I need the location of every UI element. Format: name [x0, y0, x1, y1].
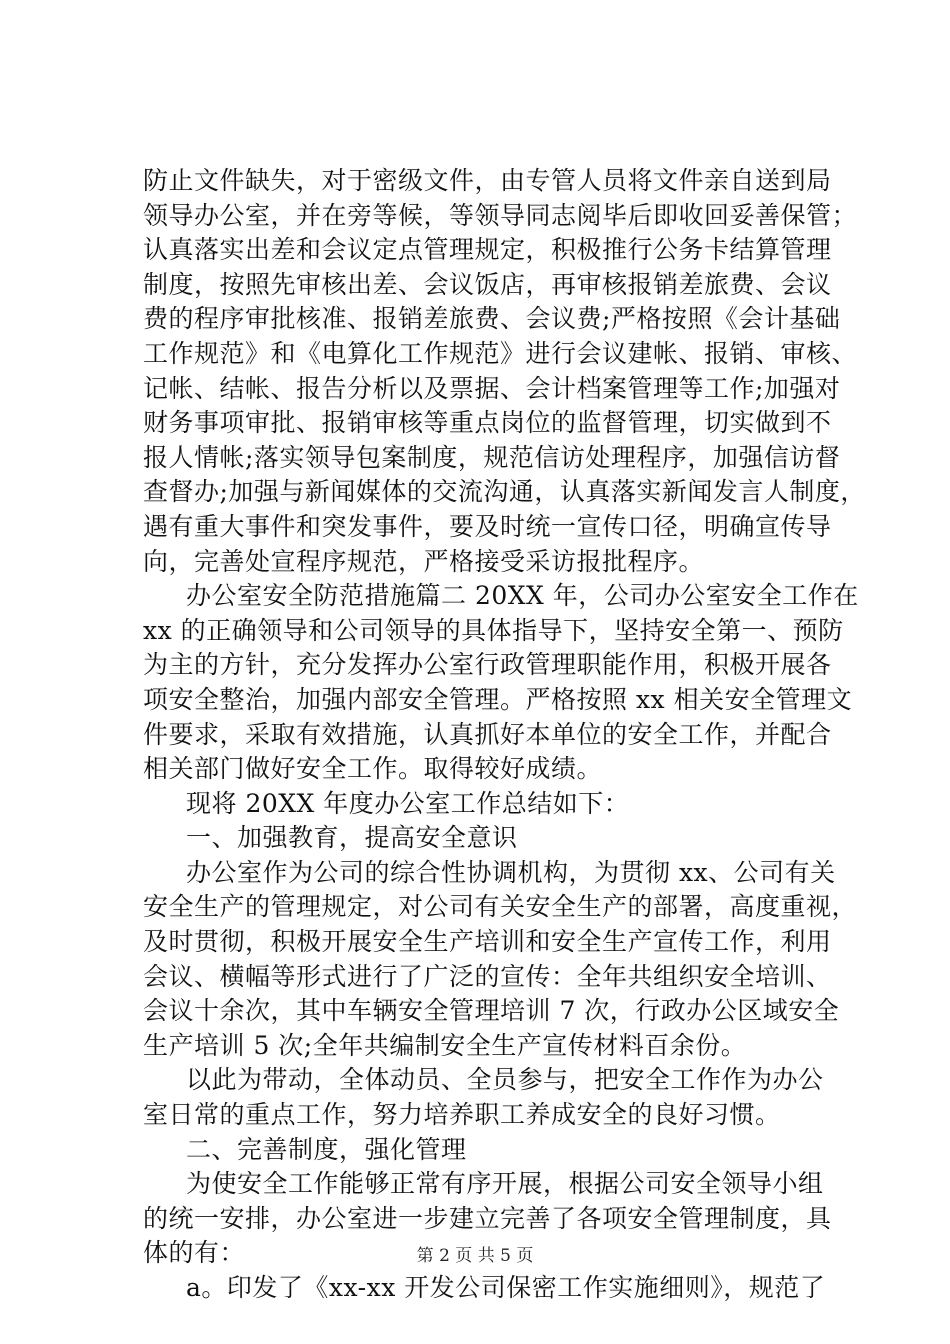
- text-line: 一、加强教育，提高安全意识: [186, 823, 518, 853]
- text-line: 财务事项审批、报销审核等重点岗位的监督管理，切实做到不: [143, 408, 832, 438]
- text-line: 报人情帐;落实领导包案制度，规范信访处理程序，加强信访督: [143, 442, 841, 472]
- text-line: 为使安全工作能够正常有序开展，根据公司安全领导小组: [186, 1169, 824, 1199]
- text-line: 及时贯彻，积极开展安全生产培训和安全生产宣传工作，利用: [143, 927, 832, 957]
- text-line: 项安全整治，加强内部安全管理。严格按照 xx 相关安全管理文: [143, 684, 853, 714]
- text-line: 件要求，采取有效措施，认真抓好本单位的安全工作，并配合: [143, 719, 832, 749]
- text-line: 查督办;加强与新闻媒体的交流沟通，认真落实新闻发言人制度，: [143, 477, 866, 507]
- text-line: 办公室安全防范措施篇二 20XX 年，公司办公室安全工作在: [186, 581, 859, 611]
- text-line: 领导办公室，并在旁等候，等领导同志阅毕后即收回妥善保管；: [143, 200, 858, 230]
- text-line: 二、完善制度，强化管理: [186, 1134, 467, 1164]
- text-line: 向，完善处宣程序规范，严格接受采访报批程序。: [143, 546, 705, 576]
- text-line: 体的有：: [143, 1238, 246, 1268]
- text-line: 现将 20XX 年度办公室工作总结如下：: [186, 788, 630, 818]
- text-line: 相关部门做好安全工作。取得较好成绩。: [143, 754, 603, 784]
- text-line: 制度，按照先审核出差、会议饭店，再审核报销差旅费、会议: [143, 269, 832, 299]
- text-line: 办公室作为公司的综合性协调机构，为贯彻 xx、公司有关: [186, 857, 836, 887]
- text-line: 室日常的重点工作，努力培养职工养成安全的良好习惯。: [143, 1100, 781, 1130]
- text-line: 为主的方针，充分发挥办公室行政管理职能作用，积极开展各: [143, 650, 832, 680]
- text-line: 以此为带动，全体动员、全员参与，把安全工作作为办公: [186, 1065, 824, 1095]
- text-line: 工作规范》和《电算化工作规范》进行会议建帐、报销、审核、: [143, 338, 858, 368]
- text-line: 生产培训 5 次;全年共编制安全生产宣传材料百余份。: [143, 1030, 747, 1060]
- text-line: 会议十余次，其中车辆安全管理培训 7 次，行政办公区域安全: [143, 996, 840, 1026]
- text-line: xx 的正确领导和公司领导的具体指导下，坚持安全第一、预防: [143, 615, 844, 645]
- text-line: 安全生产的管理规定，对公司有关安全生产的部署，高度重视，: [143, 892, 858, 922]
- text-line: 费的程序审批核准、报销差旅费、会议费;严格按照《会计基础: [143, 304, 841, 334]
- page-footer: 第 2 页 共 5 页: [416, 1246, 534, 1266]
- text-line: 遇有重大事件和突发事件，要及时统一宣传口径，明确宣传导: [143, 511, 832, 541]
- document-body: [143, 164, 866, 1306]
- text-line: 的统一安排，办公室进一步建立完善了各项安全管理制度，具: [143, 1203, 832, 1233]
- text-line: 记帐、结帐、报告分析以及票据、会计档案管理等工作;加强对: [143, 373, 841, 403]
- text-line: 会议、横幅等形式进行了广泛的宣传：全年共组织安全培训、: [143, 961, 832, 991]
- text-line: a。印发了《xx-xx 开发公司保密工作实施细则》，规范了: [186, 1273, 826, 1302]
- text-line: 防止文件缺失，对于密级文件，由专管人员将文件亲自送到局: [143, 166, 832, 195]
- text-line: 认真落实出差和会议定点管理规定，积极推行公务卡结算管理: [143, 235, 832, 265]
